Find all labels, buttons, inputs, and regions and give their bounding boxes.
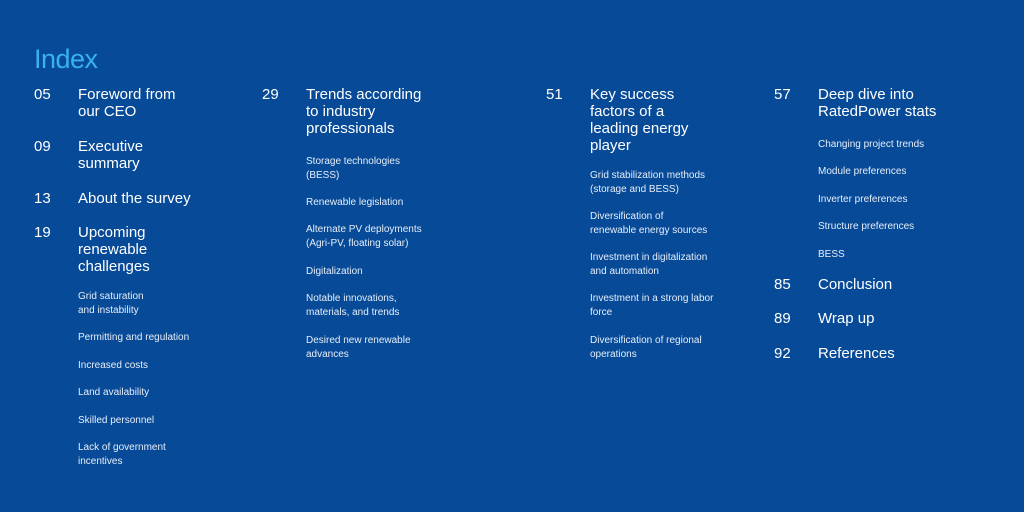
index-column-4: [774, 86, 994, 376]
index-column-3: [546, 86, 746, 386]
section-title: Key success factors of a leading energy player: [590, 86, 689, 154]
index-column-2: [262, 86, 482, 386]
page-title: Index: [34, 44, 98, 74]
subsection-link[interactable]: Grid stabilization methods (storage and BESS): [590, 170, 706, 195]
subsection-link[interactable]: Investment in digitalization and automation: [590, 252, 708, 277]
subsection-link[interactable]: Notable innovations, materials, and trends: [306, 293, 400, 318]
page-number: 13: [34, 190, 51, 207]
section-title: Upcoming renewable challenges: [78, 224, 150, 275]
subsection-link[interactable]: Alternate PV deployments (Agri-PV, floating solar): [306, 224, 422, 249]
subsection-link[interactable]: Renewable legislation: [306, 197, 404, 208]
subsection-link[interactable]: Structure preferences: [818, 221, 915, 232]
page-number: 19: [34, 224, 51, 241]
page-number: 29: [262, 86, 279, 103]
subsection-link[interactable]: Desired new renewable advances: [306, 335, 411, 360]
page-number: 89: [774, 310, 791, 327]
page-number: 09: [34, 138, 51, 155]
subsection-link[interactable]: Lack of government incentives: [78, 442, 166, 467]
subsection-link[interactable]: Increased costs: [78, 360, 149, 371]
subsection-link[interactable]: Grid saturation and instability: [78, 291, 144, 316]
subsection-link[interactable]: Investment in a strong labor force: [590, 293, 714, 318]
subsection-link[interactable]: Permitting and regulation: [78, 332, 190, 343]
section-title: References: [818, 345, 895, 362]
section-title: Foreword from our CEO: [78, 86, 176, 120]
page-number: 92: [774, 345, 791, 362]
subsection-link[interactable]: Module preferences: [818, 166, 907, 177]
subsection-link[interactable]: Skilled personnel: [78, 415, 155, 426]
section-title: Trends according to industry professionals: [306, 86, 422, 137]
subsection-link[interactable]: Inverter preferences: [818, 194, 908, 205]
subsection-link[interactable]: Changing project trends: [818, 139, 925, 150]
subsection-link[interactable]: BESS: [818, 249, 845, 260]
page-number: 51: [546, 86, 563, 103]
index-column-1: [34, 86, 234, 486]
subsection-link[interactable]: Diversification of regional operations: [590, 335, 702, 360]
subsection-link[interactable]: Land availability: [78, 387, 150, 398]
section-title: About the survey: [78, 190, 191, 207]
page-number: 85: [774, 276, 791, 293]
section-title: Executive summary: [78, 138, 144, 172]
subsection-link[interactable]: Storage technologies (BESS): [306, 156, 400, 181]
section-title: Deep dive into RatedPower stats: [818, 86, 937, 120]
page-number: 57: [774, 86, 791, 103]
subsection-link[interactable]: Digitalization: [306, 266, 363, 277]
subsection-link[interactable]: Diversification of renewable energy sources: [590, 211, 708, 236]
section-title: Conclusion: [818, 276, 893, 293]
section-title: Wrap up: [818, 310, 875, 327]
page-number: 05: [34, 86, 51, 103]
